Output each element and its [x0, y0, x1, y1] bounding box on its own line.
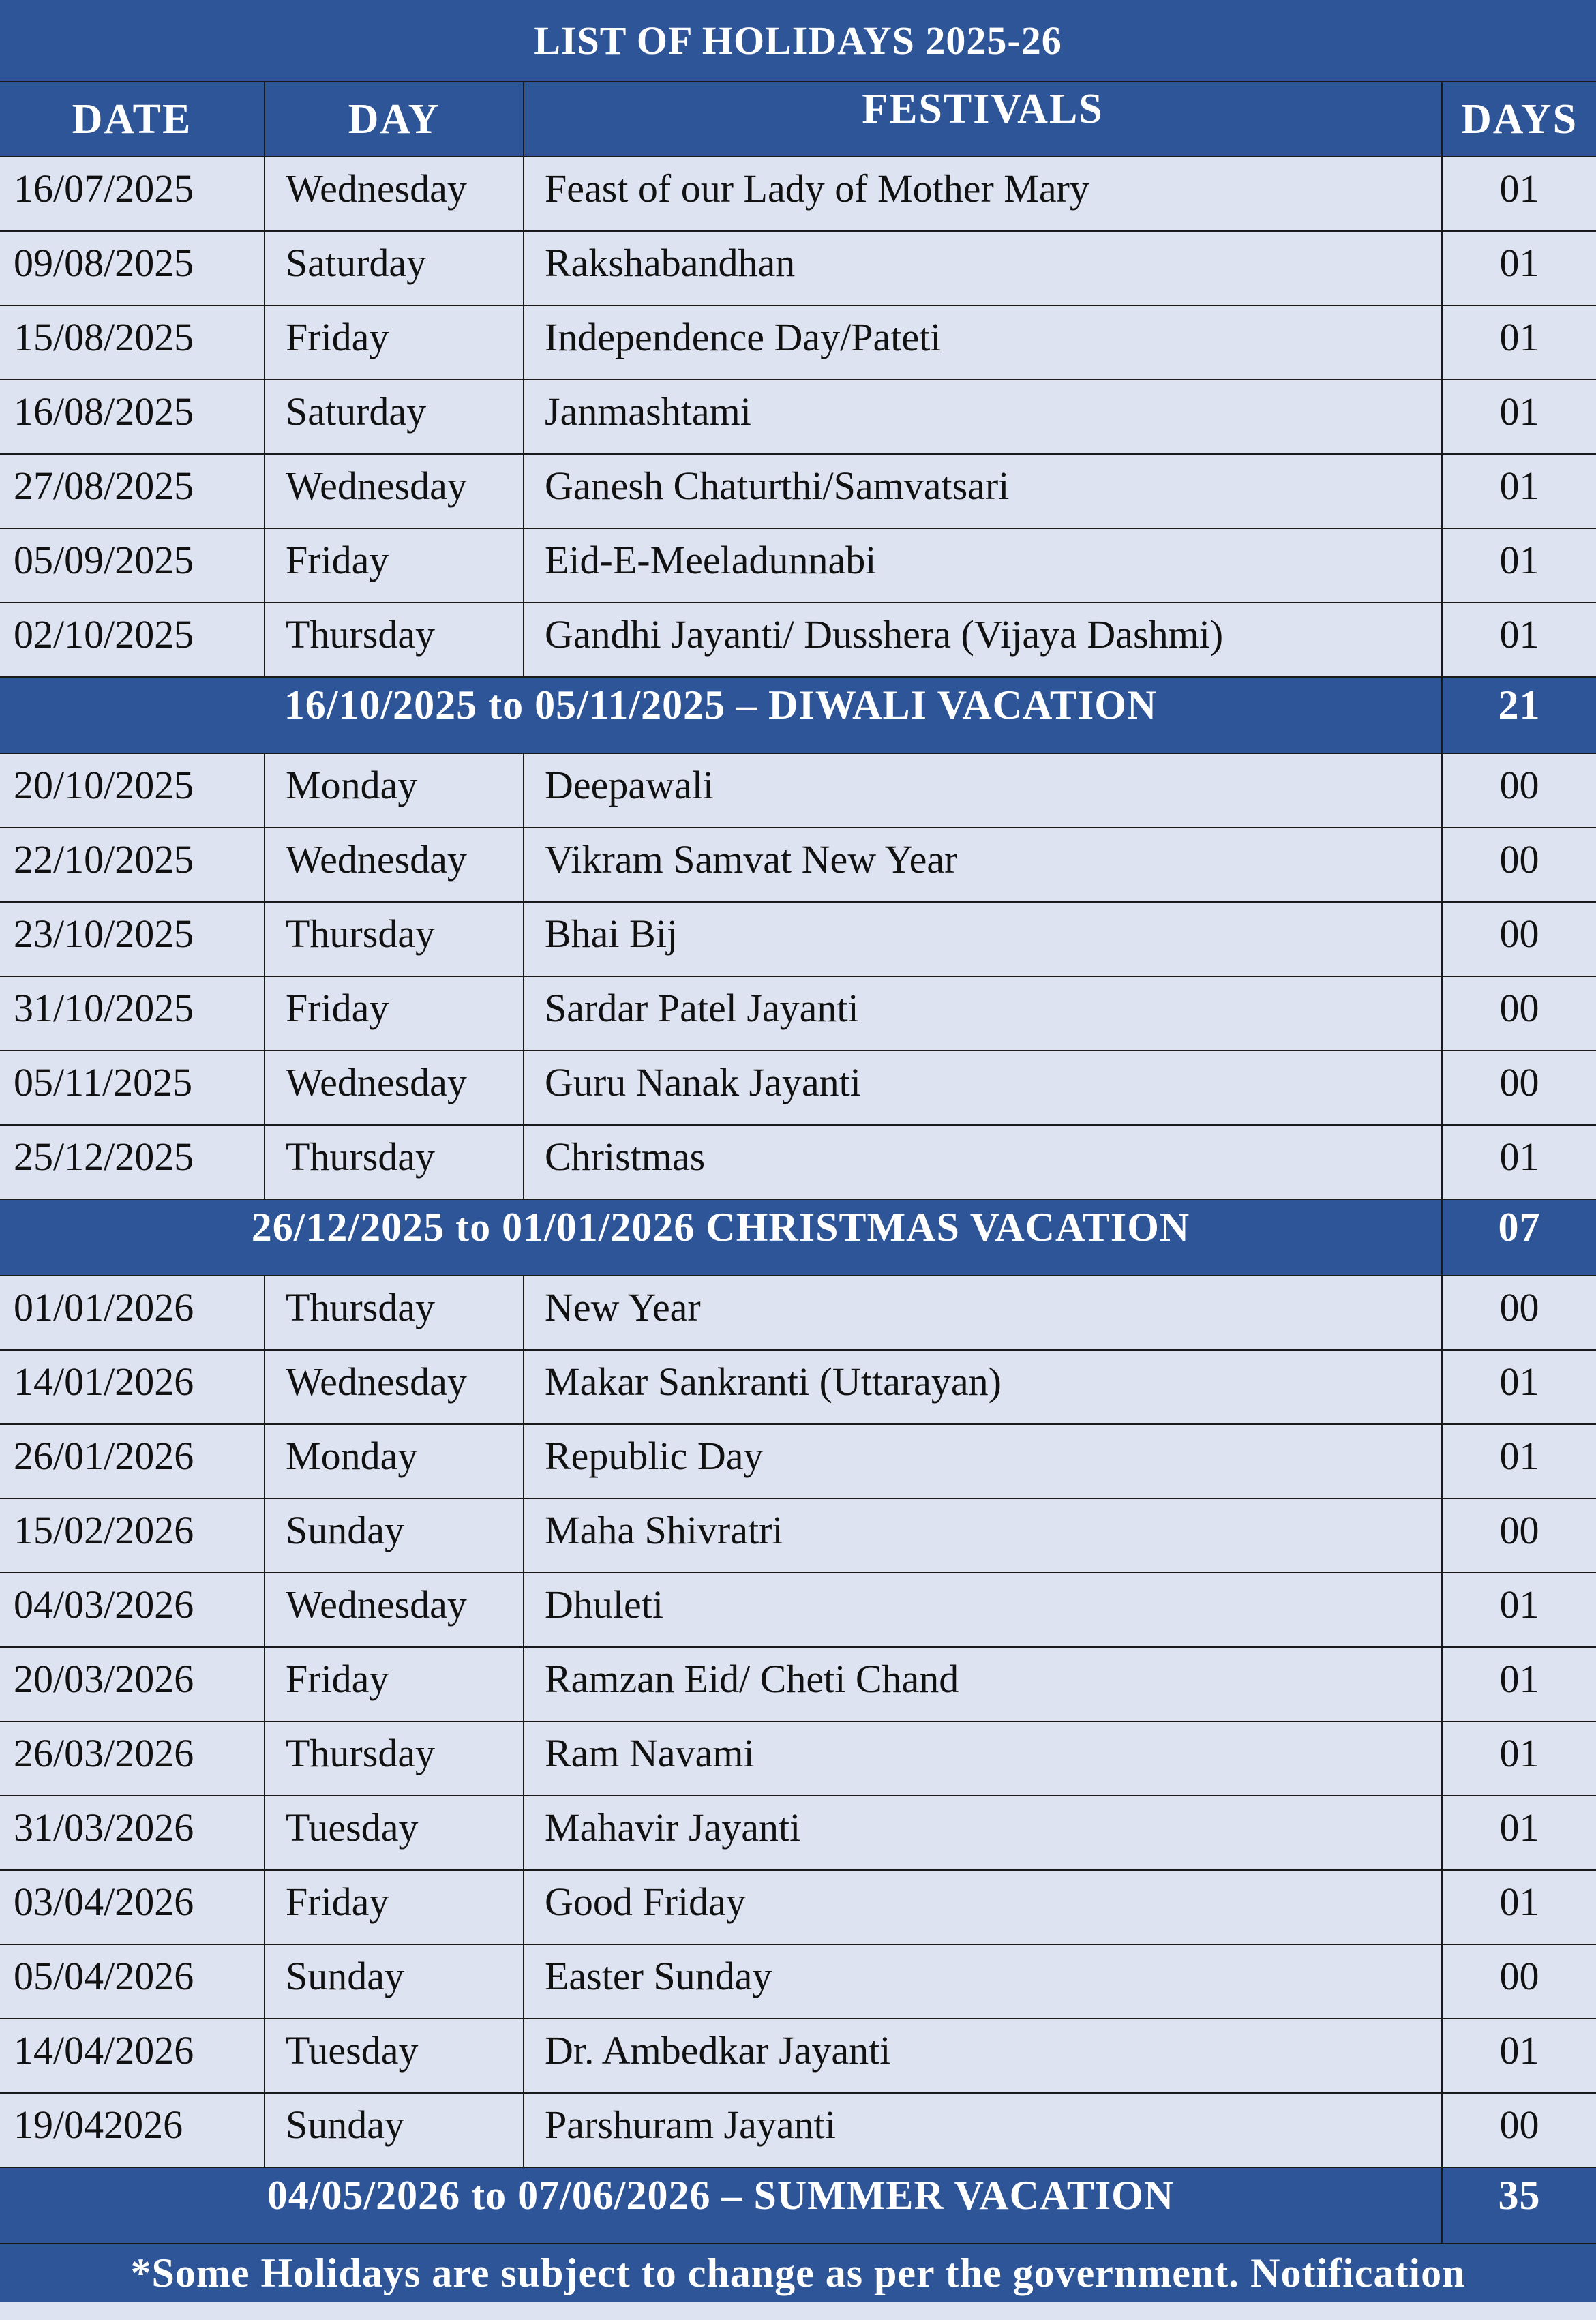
- cell-date: 23/10/2025: [0, 902, 265, 976]
- cell-festival: Good Friday: [524, 1870, 1442, 1944]
- cell-day: Wednesday: [265, 1350, 524, 1424]
- cell-days: 01: [1442, 528, 1596, 603]
- cell-days: 00: [1442, 828, 1596, 902]
- cell-days: 01: [1442, 1125, 1596, 1199]
- cell-days: 01: [1442, 454, 1596, 528]
- cell-date: 14/04/2026: [0, 2019, 265, 2093]
- cell-festival: Gandhi Jayanti/ Dusshera (Vijaya Dashmi): [524, 603, 1442, 677]
- table-row: [0, 528, 1596, 603]
- cell-festival: New Year: [524, 1276, 1442, 1350]
- cell-date: 26/01/2026: [0, 1424, 265, 1498]
- cell-days: 01: [1442, 603, 1596, 677]
- cell-days: 01: [1442, 1647, 1596, 1721]
- cell-festival: Sardar Patel Jayanti: [524, 976, 1442, 1051]
- cell-day: Friday: [265, 1647, 524, 1721]
- table-row: [0, 1870, 1596, 1944]
- vacation-label: 16/10/2025 to 05/11/2025 – DIWALI VACATION: [0, 677, 1442, 753]
- cell-days: 01: [1442, 380, 1596, 454]
- cell-festival: Ram Navami: [524, 1721, 1442, 1796]
- cell-day: Sunday: [265, 1498, 524, 1573]
- table-row: [0, 380, 1596, 454]
- vacation-row: [0, 677, 1596, 753]
- cell-day: Monday: [265, 753, 524, 828]
- cell-date: 05/09/2025: [0, 528, 265, 603]
- cell-day: Wednesday: [265, 157, 524, 231]
- cell-days: 00: [1442, 1051, 1596, 1125]
- cell-day: Tuesday: [265, 2019, 524, 2093]
- cell-day: Saturday: [265, 380, 524, 454]
- cell-day: Thursday: [265, 1276, 524, 1350]
- cell-days: 01: [1442, 1350, 1596, 1424]
- vacation-label: 04/05/2026 to 07/06/2026 – SUMMER VACATION: [0, 2167, 1442, 2244]
- cell-festival: Bhai Bij: [524, 902, 1442, 976]
- header-day: DAY: [265, 82, 524, 157]
- header-days: DAYS: [1442, 82, 1596, 157]
- cell-day: Thursday: [265, 1125, 524, 1199]
- cell-days: 01: [1442, 305, 1596, 380]
- table-row: [0, 305, 1596, 380]
- cell-festival: Rakshabandhan: [524, 231, 1442, 305]
- table-row: [0, 753, 1596, 828]
- table-row: [0, 1276, 1596, 1350]
- cell-date: 31/03/2026: [0, 1796, 265, 1870]
- table-row: [0, 2019, 1596, 2093]
- title-row: [0, 0, 1596, 82]
- table-row: [0, 1647, 1596, 1721]
- table-row: [0, 603, 1596, 677]
- cell-festival: Dr. Ambedkar Jayanti: [524, 2019, 1442, 2093]
- vacation-row: [0, 1199, 1596, 1276]
- table-row: [0, 1796, 1596, 1870]
- cell-day: Thursday: [265, 603, 524, 677]
- footnote: *Some Holidays are subject to change as per the government. Notification: [0, 2244, 1596, 2302]
- cell-day: Wednesday: [265, 1573, 524, 1647]
- cell-date: 16/08/2025: [0, 380, 265, 454]
- cell-days: 01: [1442, 1870, 1596, 1944]
- cell-festival: Guru Nanak Jayanti: [524, 1051, 1442, 1125]
- cell-date: 26/03/2026: [0, 1721, 265, 1796]
- vacation-days: 21: [1442, 677, 1596, 753]
- cell-date: 20/10/2025: [0, 753, 265, 828]
- cell-days: 01: [1442, 157, 1596, 231]
- cell-festival: Makar Sankranti (Uttarayan): [524, 1350, 1442, 1424]
- cell-days: 01: [1442, 1796, 1596, 1870]
- cell-festival: Feast of our Lady of Mother Mary: [524, 157, 1442, 231]
- cell-days: 00: [1442, 753, 1596, 828]
- cell-festival: Ramzan Eid/ Cheti Chand: [524, 1647, 1442, 1721]
- table-row: [0, 1350, 1596, 1424]
- page-title: LIST OF HOLIDAYS 2025-26: [0, 0, 1596, 82]
- table-row: [0, 976, 1596, 1051]
- cell-festival: Vikram Samvat New Year: [524, 828, 1442, 902]
- cell-day: Wednesday: [265, 828, 524, 902]
- cell-festival: Easter Sunday: [524, 1944, 1442, 2019]
- cell-festival: Maha Shivratri: [524, 1498, 1442, 1573]
- table-row: [0, 1051, 1596, 1125]
- note-row: [0, 2244, 1596, 2302]
- cell-festival: Ganesh Chaturthi/Samvatsari: [524, 454, 1442, 528]
- cell-date: 15/02/2026: [0, 1498, 265, 1573]
- cell-date: 01/01/2026: [0, 1276, 265, 1350]
- cell-day: Sunday: [265, 2093, 524, 2167]
- cell-date: 03/04/2026: [0, 1870, 265, 1944]
- cell-date: 15/08/2025: [0, 305, 265, 380]
- cell-date: 05/04/2026: [0, 1944, 265, 2019]
- table-row: [0, 1573, 1596, 1647]
- cell-date: 22/10/2025: [0, 828, 265, 902]
- cell-date: 20/03/2026: [0, 1647, 265, 1721]
- table-row: [0, 454, 1596, 528]
- cell-days: 00: [1442, 1498, 1596, 1573]
- cell-days: 00: [1442, 2093, 1596, 2167]
- cell-days: 01: [1442, 231, 1596, 305]
- cell-festival: Christmas: [524, 1125, 1442, 1199]
- table-row: [0, 2093, 1596, 2167]
- table-row: [0, 1424, 1596, 1498]
- cell-date: 31/10/2025: [0, 976, 265, 1051]
- cell-day: Friday: [265, 1870, 524, 1944]
- cell-festival: Independence Day/Pateti: [524, 305, 1442, 380]
- cell-festival: Deepawali: [524, 753, 1442, 828]
- cell-day: Sunday: [265, 1944, 524, 2019]
- table-body: [0, 157, 1596, 2244]
- cell-date: 04/03/2026: [0, 1573, 265, 1647]
- table-row: [0, 1721, 1596, 1796]
- table-row: [0, 231, 1596, 305]
- cell-day: Wednesday: [265, 1051, 524, 1125]
- cell-days: 01: [1442, 1721, 1596, 1796]
- cell-festival: Mahavir Jayanti: [524, 1796, 1442, 1870]
- table-row: [0, 902, 1596, 976]
- cell-day: Thursday: [265, 1721, 524, 1796]
- header-date: DATE: [0, 82, 265, 157]
- vacation-label: 26/12/2025 to 01/01/2026 CHRISTMAS VACATION: [0, 1199, 1442, 1276]
- cell-day: Tuesday: [265, 1796, 524, 1870]
- cell-festival: Eid-E-Meeladunnabi: [524, 528, 1442, 603]
- cell-festival: Janmashtami: [524, 380, 1442, 454]
- cell-festival: Republic Day: [524, 1424, 1442, 1498]
- table-row: [0, 828, 1596, 902]
- cell-days: 01: [1442, 2019, 1596, 2093]
- cell-date: 02/10/2025: [0, 603, 265, 677]
- cell-day: Friday: [265, 528, 524, 603]
- cell-day: Friday: [265, 305, 524, 380]
- cell-date: 25/12/2025: [0, 1125, 265, 1199]
- table-row: [0, 1944, 1596, 2019]
- cell-date: 19/042026: [0, 2093, 265, 2167]
- cell-day: Wednesday: [265, 454, 524, 528]
- cell-date: 09/08/2025: [0, 231, 265, 305]
- header-festivals: FESTIVALS: [524, 82, 1442, 157]
- table-row: [0, 157, 1596, 231]
- cell-date: 14/01/2026: [0, 1350, 265, 1424]
- cell-festival: Dhuleti: [524, 1573, 1442, 1647]
- vacation-days: 07: [1442, 1199, 1596, 1276]
- cell-day: Thursday: [265, 902, 524, 976]
- vacation-row: [0, 2167, 1596, 2244]
- cell-day: Friday: [265, 976, 524, 1051]
- cell-days: 01: [1442, 1424, 1596, 1498]
- table-row: [0, 1498, 1596, 1573]
- cell-date: 27/08/2025: [0, 454, 265, 528]
- cell-day: Saturday: [265, 231, 524, 305]
- vacation-days: 35: [1442, 2167, 1596, 2244]
- cell-days: 00: [1442, 902, 1596, 976]
- cell-festival: Parshuram Jayanti: [524, 2093, 1442, 2167]
- cell-days: 00: [1442, 1944, 1596, 2019]
- header-row: [0, 82, 1596, 157]
- cell-day: Monday: [265, 1424, 524, 1498]
- table-row: [0, 1125, 1596, 1199]
- cell-date: 05/11/2025: [0, 1051, 265, 1125]
- cell-days: 00: [1442, 1276, 1596, 1350]
- cell-days: 00: [1442, 976, 1596, 1051]
- cell-date: 16/07/2025: [0, 157, 265, 231]
- cell-days: 01: [1442, 1573, 1596, 1647]
